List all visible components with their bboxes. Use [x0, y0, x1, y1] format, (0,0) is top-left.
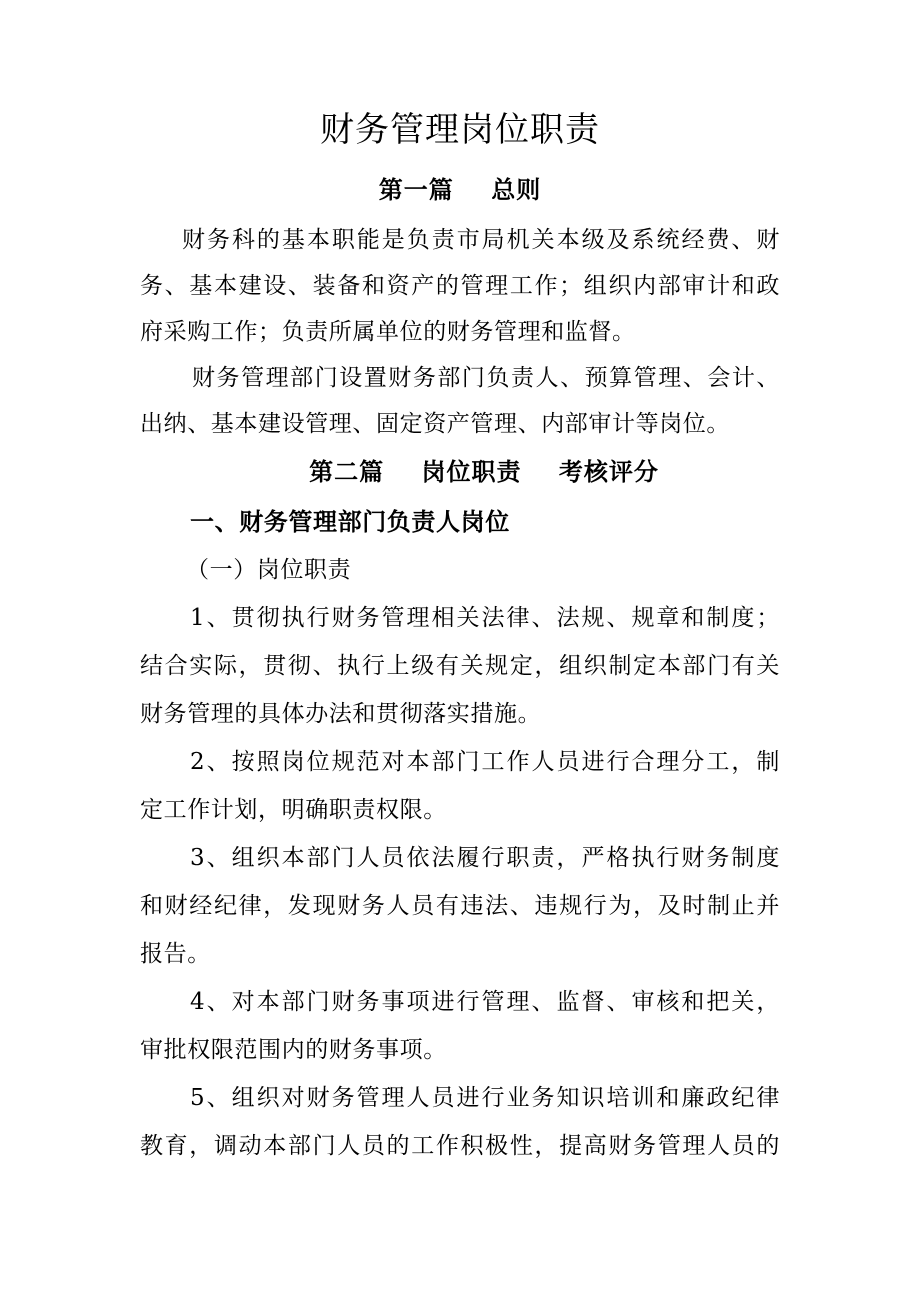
item5-line2: 教育，调动本部门人员的工作积极性，提高财务管理人员的 [140, 1133, 780, 1159]
item1-line2: 结合实际，贯彻、执行上级有关规定，组织制定本部门有关 [140, 653, 780, 679]
section1-heading: 一、财务管理部门负责人岗位 [190, 507, 510, 536]
item4-line2: 审批权限范围内的财务事项。 [140, 1037, 447, 1063]
item1-line3: 财务管理的具体办法和贯彻落实措施。 [140, 701, 542, 727]
item3-line2: 和财经纪律，发现财务人员有违法、违规行为，及时制止并 [140, 893, 780, 919]
part1-para2-line2: 出纳、基本建设管理、固定资产管理、内部审计等岗位。 [140, 411, 730, 437]
part2-heading: 第二篇 岗位职责 考核评分 [309, 457, 659, 486]
item3-line1: 3、组织本部门人员依法履行职责，严格执行财务制度 [190, 845, 780, 871]
part1-para1-line2: 务、基本建设、装备和资产的管理工作；组织内部审计和政 [140, 273, 780, 299]
item2-line2: 定工作计划，明确职责权限。 [140, 797, 447, 823]
item3-line3: 报告。 [140, 941, 211, 967]
part1-para1-line3: 府采购工作；负责所属单位的财务管理和监督。 [140, 319, 636, 345]
part1-heading: 第一篇 总则 [378, 175, 542, 204]
part1-para1-line1: 财务科的基本职能是负责市局机关本级及系统经费、财 [182, 227, 780, 253]
item1-line1: 1、贯彻执行财务管理相关法律、法规、规章和制度； [190, 605, 780, 631]
item4-line1: 4、对本部门财务事项进行管理、监督、审核和把关， [190, 989, 780, 1015]
document-title: 财务管理岗位职责 [320, 110, 600, 150]
part1-para2-line1: 财务管理部门设置财务部门负责人、预算管理、会计、 [192, 365, 780, 391]
item5-line1: 5、组织对财务管理人员进行业务知识培训和廉政纪律 [190, 1085, 780, 1111]
item2-line1: 2、按照岗位规范对本部门工作人员进行合理分工，制 [190, 749, 780, 775]
subsection1-heading: （一）岗位职责 [186, 557, 352, 583]
